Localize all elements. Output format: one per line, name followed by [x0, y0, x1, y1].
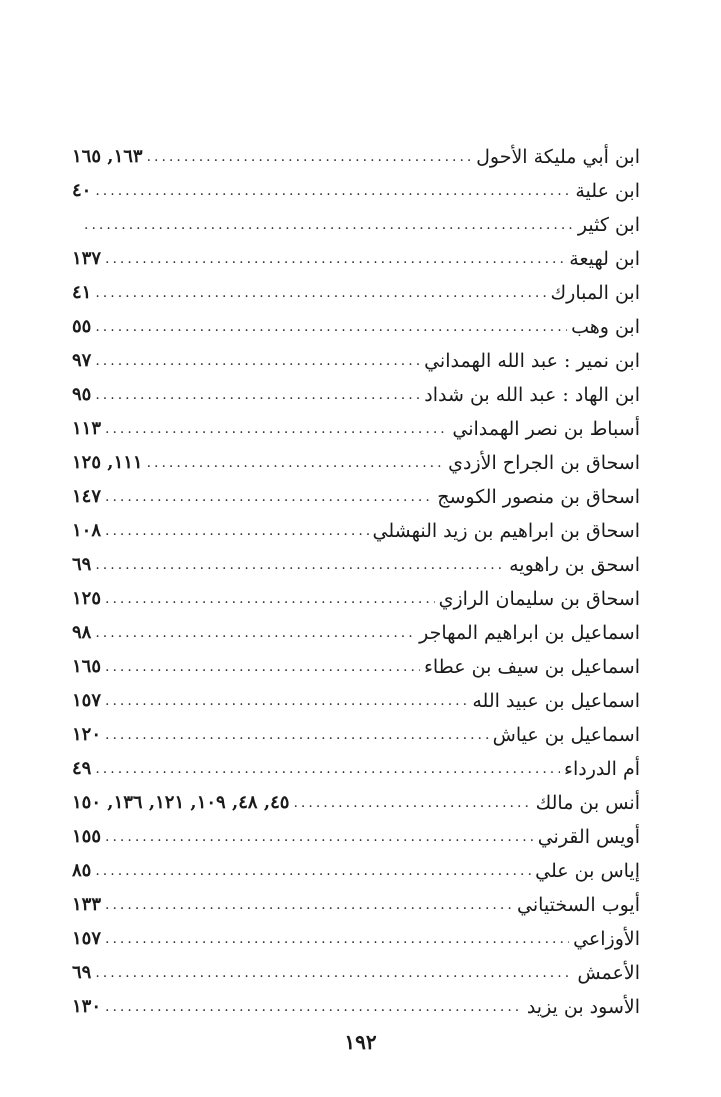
index-entry — [72, 242, 640, 276]
entry-name: ابن كثير — [577, 214, 640, 236]
dot-leader — [147, 446, 445, 480]
entry-name: أنس بن مالك — [535, 792, 640, 814]
entry-name: أويس القرني — [537, 826, 640, 848]
entry-page-numbers: ٩٧ — [72, 350, 92, 371]
entry-page-numbers: ١٣٧ — [72, 248, 102, 269]
index-entry — [72, 446, 640, 480]
entry-name: الأسود بن يزيد — [526, 996, 640, 1018]
index-entry — [72, 684, 640, 718]
dot-leader — [95, 174, 571, 208]
dot-leader — [105, 650, 420, 684]
index-entry — [72, 514, 640, 548]
entry-page-numbers: ٦٩ — [72, 554, 92, 575]
dot-leader — [95, 956, 573, 990]
entry-name: اسحاق بن منصور الكوسج — [437, 486, 640, 508]
entry-page-numbers: ٥٥ — [72, 316, 92, 337]
entry-page-numbers: ١١٣ — [72, 418, 102, 439]
dot-leader — [105, 922, 569, 956]
index-entry — [72, 752, 640, 786]
dot-leader — [95, 276, 546, 310]
entry-page-numbers: ١٣٣ — [72, 894, 102, 915]
entry-page-numbers: ٤١ — [72, 282, 92, 303]
entry-name: الأوزاعي — [573, 928, 640, 950]
index-entry — [72, 854, 640, 888]
entry-page-numbers: ١٢٥ — [72, 588, 102, 609]
dot-leader — [105, 480, 433, 514]
entry-name: الأعمش — [577, 962, 640, 984]
name-index-list — [72, 140, 640, 1024]
dot-leader — [105, 684, 468, 718]
entry-page-numbers: ١٦٣, ١٦٥ — [72, 146, 143, 167]
entry-name: ابن لهيعة — [569, 248, 640, 270]
entry-name: ابن المبارك — [550, 282, 640, 304]
index-entry — [72, 956, 640, 990]
index-entry — [72, 922, 640, 956]
dot-leader — [147, 140, 473, 174]
entry-name: أم الدرداء — [564, 758, 640, 780]
index-entry — [72, 820, 640, 854]
entry-page-numbers: ١٥٧ — [72, 928, 102, 949]
dot-leader — [105, 582, 435, 616]
entry-name: ابن نمير : عبد الله الهمداني — [424, 350, 640, 372]
index-entry — [72, 990, 640, 1024]
entry-name: اسماعيل بن عياش — [492, 724, 640, 746]
entry-page-numbers: ١٠٨ — [72, 520, 102, 541]
entry-page-numbers: ١٦٥ — [72, 656, 102, 677]
dot-leader — [105, 242, 565, 276]
entry-page-numbers: ١٤٧ — [72, 486, 102, 507]
index-entry — [72, 378, 640, 412]
dot-leader — [95, 854, 531, 888]
index-entry — [72, 582, 640, 616]
dot-leader — [95, 752, 560, 786]
entry-name: اسماعيل بن ابراهيم المهاجر — [419, 622, 640, 644]
index-entry — [72, 412, 640, 446]
entry-page-numbers: ٤٠ — [72, 180, 92, 201]
entry-name: اسحاق بن ابراهيم بن زيد النهشلي — [372, 520, 640, 542]
entry-name: اسحاق بن الجراح الأزدي — [448, 452, 640, 474]
dot-leader — [105, 888, 513, 922]
index-entry — [72, 718, 640, 752]
entry-name: ابن علية — [575, 180, 640, 202]
dot-leader — [293, 786, 531, 820]
index-entry — [72, 208, 640, 242]
entry-name: اسماعيل بن عبيد الله — [472, 690, 640, 712]
entry-page-numbers: ٨٥ — [72, 860, 92, 881]
entry-page-numbers: ٤٥, ٤٨, ١٠٩, ١٢١, ١٣٦, ١٥٠ — [72, 792, 290, 813]
entry-name: أيوب السختياني — [517, 894, 640, 916]
entry-name: ابن أبي مليكة الأحول — [476, 146, 640, 168]
dot-leader — [105, 514, 368, 548]
dot-leader — [105, 990, 523, 1024]
entry-page-numbers: ١٣٠ — [72, 996, 102, 1017]
entry-name: ابن الهاد : عبد الله بن شداد — [424, 384, 640, 406]
index-entry — [72, 140, 640, 174]
dot-leader — [84, 208, 574, 242]
entry-page-numbers: ١٥٥ — [72, 826, 102, 847]
dot-leader — [105, 718, 489, 752]
entry-page-numbers: ٩٥ — [72, 384, 92, 405]
entry-page-numbers: ١٥٧ — [72, 690, 102, 711]
entry-name: اسحق بن راهويه — [509, 554, 640, 576]
index-entry — [72, 310, 640, 344]
entry-page-numbers: ٦٩ — [72, 962, 92, 983]
dot-leader — [105, 412, 448, 446]
entry-page-numbers: ١١١, ١٢٥ — [72, 452, 143, 473]
index-entry — [72, 888, 640, 922]
entry-name: اسماعيل بن سيف بن عطاء — [423, 656, 640, 678]
entry-page-numbers: ٤٩ — [72, 758, 92, 779]
index-entry — [72, 276, 640, 310]
dot-leader — [105, 820, 534, 854]
entry-page-numbers: ٩٨ — [72, 622, 92, 643]
index-entry — [72, 174, 640, 208]
dot-leader — [95, 344, 420, 378]
dot-leader — [95, 616, 415, 650]
entry-name: أسباط بن نصر الهمداني — [452, 418, 640, 440]
page-number: ١٩٢ — [344, 1030, 377, 1054]
dot-leader — [95, 378, 420, 412]
entry-page-numbers: ١٢٠ — [72, 724, 102, 745]
dot-leader — [95, 548, 505, 582]
index-entry — [72, 344, 640, 378]
index-entry — [72, 616, 640, 650]
index-entry — [72, 480, 640, 514]
dot-leader — [95, 310, 567, 344]
index-entry — [72, 786, 640, 820]
index-entry — [72, 650, 640, 684]
entry-name: إياس بن علي — [535, 860, 640, 882]
entry-name: اسحاق بن سليمان الرازي — [438, 588, 640, 610]
index-entry — [72, 548, 640, 582]
entry-name: ابن وهب — [571, 316, 640, 338]
